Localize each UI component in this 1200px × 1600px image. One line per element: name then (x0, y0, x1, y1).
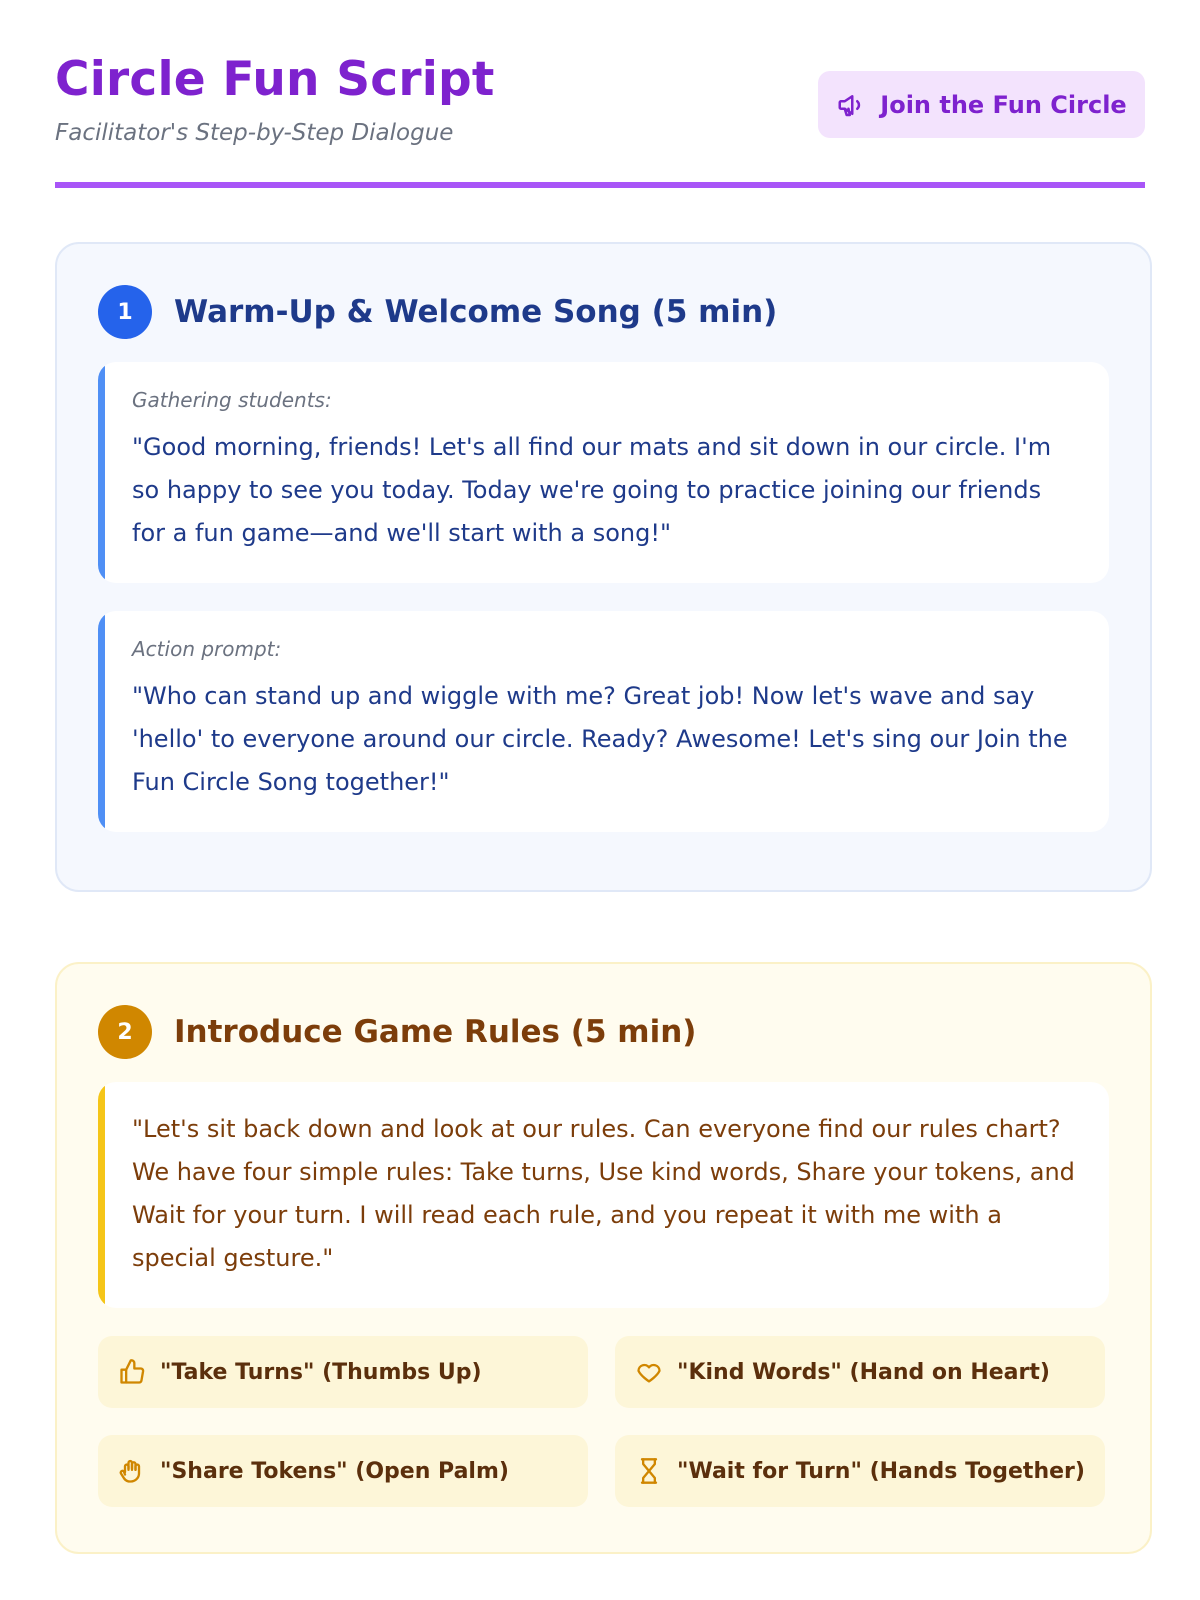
dialogue-card (98, 362, 1109, 583)
page-subtitle: Facilitator's Step-by-Step Dialogue (55, 120, 454, 146)
dialogue-label: Action prompt: (132, 637, 282, 661)
dialogue-label: Gathering students: (132, 388, 332, 412)
open-hand-icon (118, 1457, 146, 1485)
step-number-badge: 1 (98, 285, 152, 339)
section-title: Introduce Game Rules (5 min) (174, 1014, 697, 1050)
heart-icon (635, 1358, 663, 1386)
rule-kind-words (615, 1336, 1105, 1408)
section-warm-up (55, 242, 1152, 892)
section-title: Warm-Up & Welcome Song (5 min) (174, 294, 778, 330)
join-fun-circle-button[interactable] (818, 71, 1145, 138)
rule-label: "Wait for Turn" (Hands Together) (677, 1458, 1085, 1484)
thumbs-up-icon (118, 1358, 146, 1386)
rule-wait-for-turn (615, 1435, 1105, 1507)
dialogue-quote: "Who can stand up and wiggle with me? Great job! Now let's wave and say 'hello' to everyone around our circle. Ready? Awesome! Let's sing our Join the Fun Circle Song together!" (132, 682, 1068, 796)
section-header (98, 284, 1109, 340)
dialogue-quote: "Good morning, friends! Let's all find our mats and sit down in our circle. I'm so happy to see you today. Today we're going to practice joining our friends for a fun game—and we'll start with a song!" (132, 433, 1052, 547)
page-header (55, 0, 1145, 188)
hourglass-icon (635, 1457, 663, 1485)
dialogue-card (98, 1082, 1109, 1308)
rule-label: "Take Turns" (Thumbs Up) (160, 1359, 482, 1385)
megaphone-icon (836, 90, 866, 120)
rule-label: "Share Tokens" (Open Palm) (160, 1458, 509, 1484)
page-title: Circle Fun Script (55, 52, 495, 107)
rule-share-tokens (98, 1435, 588, 1507)
rules-grid (98, 1336, 1109, 1507)
step-number-badge: 2 (98, 1005, 152, 1059)
dialogue-quote: "Let's sit back down and look at our rules. Can everyone find our rules chart? We have four simple rules: Take turns, Use kind words, Share your tokens, and Wait for your turn. I will read each rule, and you repeat it with me with a special gesture." (132, 1115, 1075, 1272)
rule-take-turns (98, 1336, 588, 1408)
rule-label: "Kind Words" (Hand on Heart) (677, 1359, 1050, 1385)
join-button-label: Join the Fun Circle (880, 90, 1127, 119)
section-game-rules (55, 962, 1152, 1554)
section-header (98, 1004, 1109, 1060)
dialogue-card (98, 611, 1109, 832)
